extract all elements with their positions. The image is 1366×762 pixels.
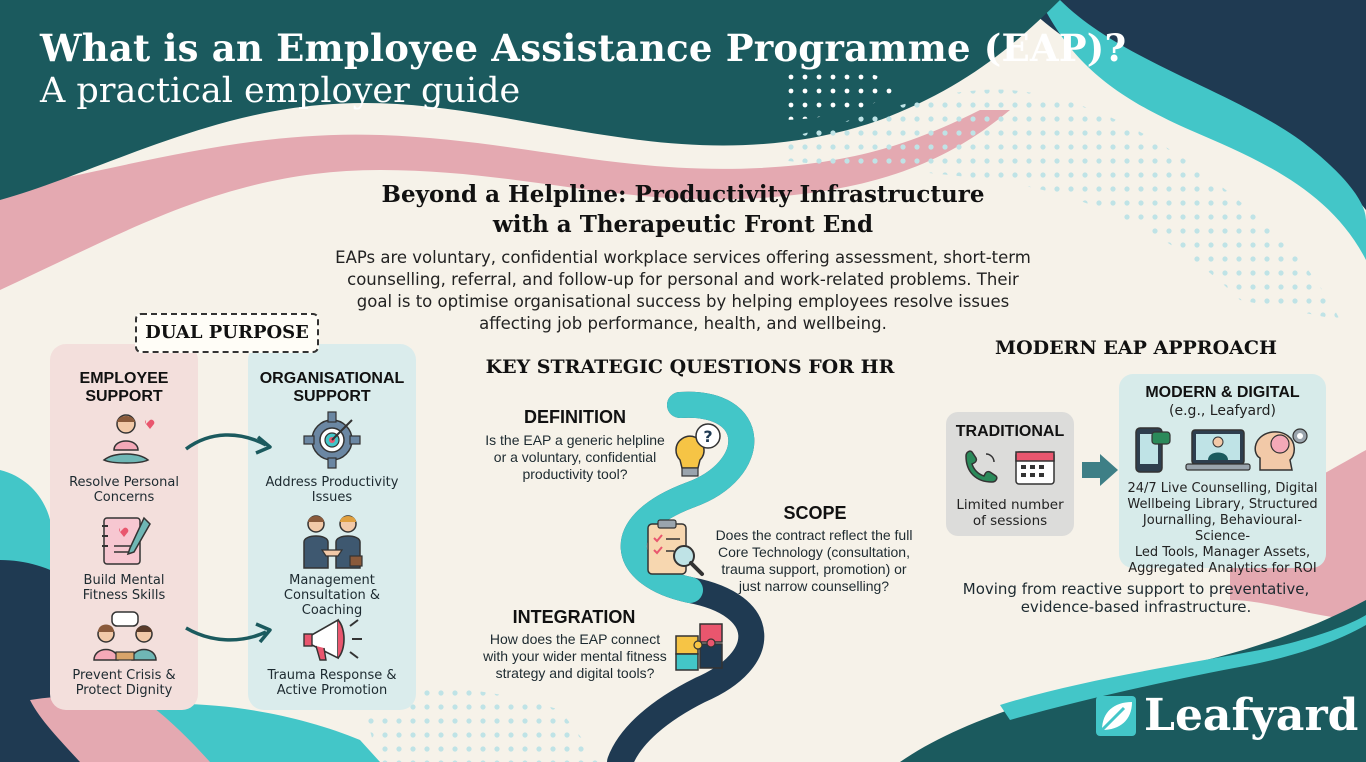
employee-item-2-line2: Fitness Skills bbox=[82, 588, 166, 603]
organisational-support-title bbox=[248, 370, 416, 406]
questions-title: KEY STRATEGIC QUESTIONS FOR HR bbox=[485, 356, 895, 378]
digital-line-2: Wellbeing Library, Structured bbox=[1127, 497, 1318, 512]
definition-line-1: Is the EAP a generic helpline bbox=[485, 432, 665, 448]
employee-item-1-line2: Concerns bbox=[93, 490, 155, 505]
org-item-3 bbox=[253, 668, 411, 698]
employee-support-title bbox=[50, 370, 198, 406]
org-item-3-line1: Trauma Response & bbox=[267, 668, 397, 683]
employee-item-1 bbox=[55, 475, 193, 505]
employee-item-1-line1: Resolve Personal bbox=[69, 475, 179, 490]
question-definition-heading: DEFINITION bbox=[524, 407, 626, 427]
org-title-line1: ORGANISATIONAL bbox=[259, 370, 405, 387]
intro-heading-line2: with a Therapeutic Front End bbox=[492, 211, 874, 238]
intro-body: EAPs are voluntary, confidential workplace services offering assessment, short-term counselling, referral, and follow-up for personal and work-related problems. Their goal is to optimise organisational success by helping employees resolve issues affecting job performance, health, and wellbeing. bbox=[335, 248, 1031, 333]
modern-digital-description bbox=[1122, 481, 1323, 577]
gear-target-icon bbox=[302, 410, 362, 470]
integration-line-1: How does the EAP connect bbox=[489, 631, 661, 647]
org-item-2-line1: Management bbox=[289, 573, 375, 588]
leafyard-logo bbox=[1094, 688, 1359, 744]
meditating-person-icon bbox=[96, 410, 156, 470]
scope-line-4: just narrow counselling? bbox=[738, 578, 890, 594]
question-scope-body bbox=[700, 527, 928, 595]
employee-item-3-line2: Protect Dignity bbox=[75, 683, 173, 698]
puzzle-icon bbox=[672, 620, 728, 672]
brand-name: Leafyard bbox=[1144, 690, 1359, 741]
main-subtitle: A practical employer guide bbox=[40, 71, 521, 111]
clipboard-magnifier-icon bbox=[644, 518, 708, 578]
arrow-right-icon bbox=[180, 620, 276, 650]
question-integration-body bbox=[470, 631, 680, 682]
integration-line-2: with your wider mental fitness bbox=[483, 648, 667, 664]
digital-line-3: Journalling, Behavioural-Science- bbox=[1142, 513, 1303, 544]
traditional-line-1: Limited number bbox=[956, 497, 1064, 513]
question-definition-body bbox=[470, 432, 680, 483]
modern-approach-title: MODERN EAP APPROACH bbox=[995, 337, 1277, 359]
digital-line-5: Aggregated Analytics for ROI bbox=[1128, 561, 1317, 576]
intro-heading bbox=[330, 180, 1036, 240]
org-item-1-line2: Issues bbox=[311, 490, 353, 505]
traditional-line-2: of sessions bbox=[972, 513, 1048, 529]
handshake-icon bbox=[300, 512, 364, 570]
journal-pen-icon bbox=[96, 512, 154, 570]
arrow-right-icon bbox=[1080, 452, 1120, 488]
org-item-1 bbox=[253, 475, 411, 505]
phone-calendar-icon bbox=[960, 448, 1060, 488]
org-item-3-line2: Active Promotion bbox=[276, 683, 388, 698]
conversation-icon bbox=[90, 610, 160, 666]
definition-line-3: productivity tool? bbox=[522, 466, 628, 482]
digital-line-1: 24/7 Live Counselling, Digital bbox=[1127, 481, 1318, 496]
scope-line-3: trauma support, promotion) or bbox=[721, 561, 907, 577]
digital-tools-icon bbox=[1132, 424, 1314, 476]
employee-title-line2: SUPPORT bbox=[85, 388, 163, 405]
megaphone-icon bbox=[302, 612, 364, 668]
employee-title-line1: EMPLOYEE bbox=[79, 370, 169, 387]
question-scope-heading: SCOPE bbox=[783, 503, 847, 523]
employee-item-2 bbox=[55, 573, 193, 603]
scope-line-2: Core Technology (consultation, bbox=[718, 544, 910, 560]
modern-digital-subtitle: (e.g., Leafyard) bbox=[1169, 403, 1276, 419]
question-integration-heading: INTEGRATION bbox=[512, 607, 636, 627]
traditional-description bbox=[946, 497, 1074, 529]
note-line-1: Moving from reactive support to preventative, bbox=[962, 580, 1310, 598]
employee-item-2-line1: Build Mental bbox=[83, 573, 165, 588]
modern-approach-note bbox=[960, 580, 1312, 616]
intro-heading-line1: Beyond a Helpline: Productivity Infrastructure bbox=[381, 181, 985, 208]
arrow-right-icon bbox=[180, 425, 276, 461]
definition-line-2: or a voluntary, confidential bbox=[493, 449, 657, 465]
traditional-title: TRADITIONAL bbox=[955, 423, 1065, 440]
dual-purpose-label: DUAL PURPOSE bbox=[135, 313, 319, 353]
modern-digital-title: MODERN & DIGITAL bbox=[1145, 384, 1300, 401]
employee-item-3 bbox=[55, 668, 193, 698]
org-title-line2: SUPPORT bbox=[293, 388, 371, 405]
integration-line-3: strategy and digital tools? bbox=[495, 665, 655, 681]
svg-text:?: ? bbox=[703, 427, 713, 446]
lightbulb-question-icon bbox=[668, 422, 724, 482]
main-title: What is an Employee Assistance Programme (EAP)? bbox=[40, 26, 1127, 70]
employee-item-3-line1: Prevent Crisis & bbox=[72, 668, 176, 683]
leaf-logo-icon bbox=[1094, 694, 1138, 738]
scope-line-1: Does the contract reflect the full bbox=[715, 527, 913, 543]
digital-line-4: Led Tools, Manager Assets, bbox=[1134, 545, 1311, 560]
org-item-1-line1: Address Productivity bbox=[265, 475, 399, 490]
note-line-2: evidence-based infrastructure. bbox=[1020, 598, 1252, 616]
org-item-2-line2: Consultation & Coaching bbox=[283, 588, 381, 618]
